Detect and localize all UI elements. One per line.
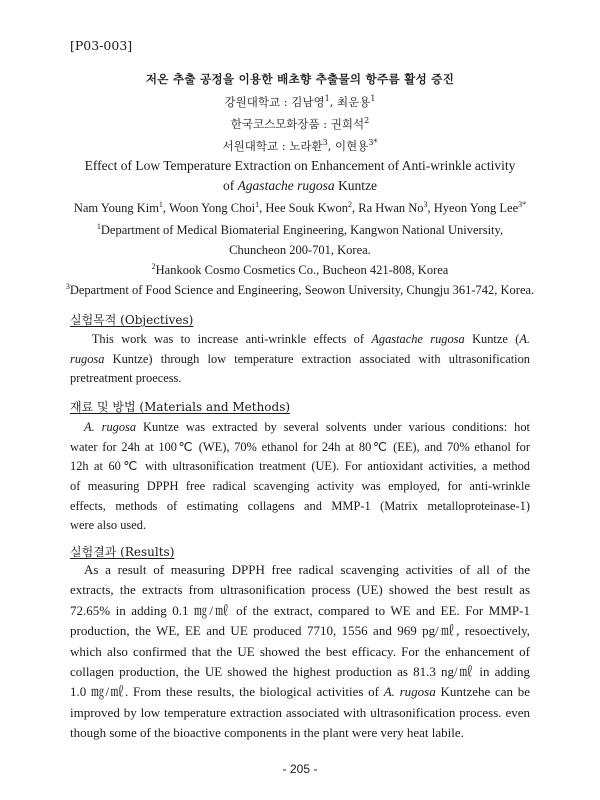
author: Ra Hwan No (358, 201, 424, 215)
korean-affiliation-2: 한국코스모화장품 : 권희석$^2$ (230, 116, 370, 131)
english-title-line-1: Effect of Low Temperature Extraction on Enhancement of Anti-wrinkle activity (84, 158, 516, 173)
english-title-line-2: of Agastache rugosa Kuntze (222, 178, 378, 193)
abstract-code: [P03-003] (70, 38, 133, 53)
author: Hyeon Yong Lee (433, 201, 519, 215)
author: Nam Young Kim (73, 201, 159, 215)
results-paragraph: As a result of measuring DPPH free radical scavenging activities of all of the extracts, the extracts from ultrasonification process (UE) showed the best result as 72.65% in adding 0.1 ㎎/㎖ of the extract, compared to WE and EE. For MMP-1 production, the WE, EE and UE produced 7710, 1556 and 969 pg/㎖, resoectively, which also confirmed that the UE showed the best efficacy. For the enhancement of collagen production, the UE showed the highest production as 81.3 ng/㎖ in adding 1.0 ㎎/㎖. From these results, the biological activities of A. rugosa Kuntzehe can be improved by low temperature extraction associated with ultrasonification process. even though some of the bioactive components in the plant were very heat labile. (70, 562, 530, 741)
page-number: - 205 - (282, 762, 318, 776)
department-3: $^3$Department of Food Science and Engineering, Seowon University, Chungju 361-742, Korea. (65, 281, 535, 297)
department-1-line-2: Chuncheon 200-701, Korea. (229, 243, 371, 257)
author: Hee Souk Kwon (265, 201, 349, 215)
objectives-paragraph: This work was to increase anti-wrinkle effects of Agastache rugosa Kuntze (A. rugosa Kuntze) through low temperature extraction associated with ultrasonification pretreatment proecess. (70, 332, 531, 386)
methods-heading: 재료 및 방법 (Materials and Methods) (70, 400, 291, 414)
author-list: Nam Young Kim$^1$, Woon Yong Choi$^1$, Hee Souk Kwon$^2$, Ra Hwan No$^3$, Hyeon Yong Lee$^{3*}$ (73, 199, 527, 215)
objectives-heading: 실험목적 (Objectives) (70, 313, 194, 327)
department-2: $^2$Hankook Cosmo Cosmetics Co., Bucheon 421-808, Korea (151, 261, 449, 277)
department-1-line-1: $^1$Department of Medical Biomaterial Engineering, Kangwon National University, (96, 221, 504, 237)
korean-affiliation-3: 서원대학교 : 노라환$^3$, 이현용$^{3*}$ (222, 138, 378, 153)
korean-affiliation-1: 강원대학교 : 김남영$^1$, 최운용$^1$ (224, 94, 376, 109)
korean-title: 저온 추출 공정을 이용한 배초향 추출물의 항주름 활성 증진 (145, 72, 455, 86)
methods-paragraph: A. rugosa Kuntze was extracted by several solvents under various conditions: hot water for 24h at 100℃ (WE), 70% ethanol for 24h at 80℃ (EE), and 70% ethanol for 12h at 60℃ with ultrasonification treatment (UE). For antioxidant activities, a method of measuring DPPH free radical scavenging activity was employed, for anti-wrinkle effects, methods of estimating collagens and MMP-1 (Matrix metalloproteinase-1) were also used. (70, 420, 530, 533)
results-heading: 실험결과 (Results) (70, 545, 175, 559)
author: Woon Yong Choi (168, 201, 256, 215)
